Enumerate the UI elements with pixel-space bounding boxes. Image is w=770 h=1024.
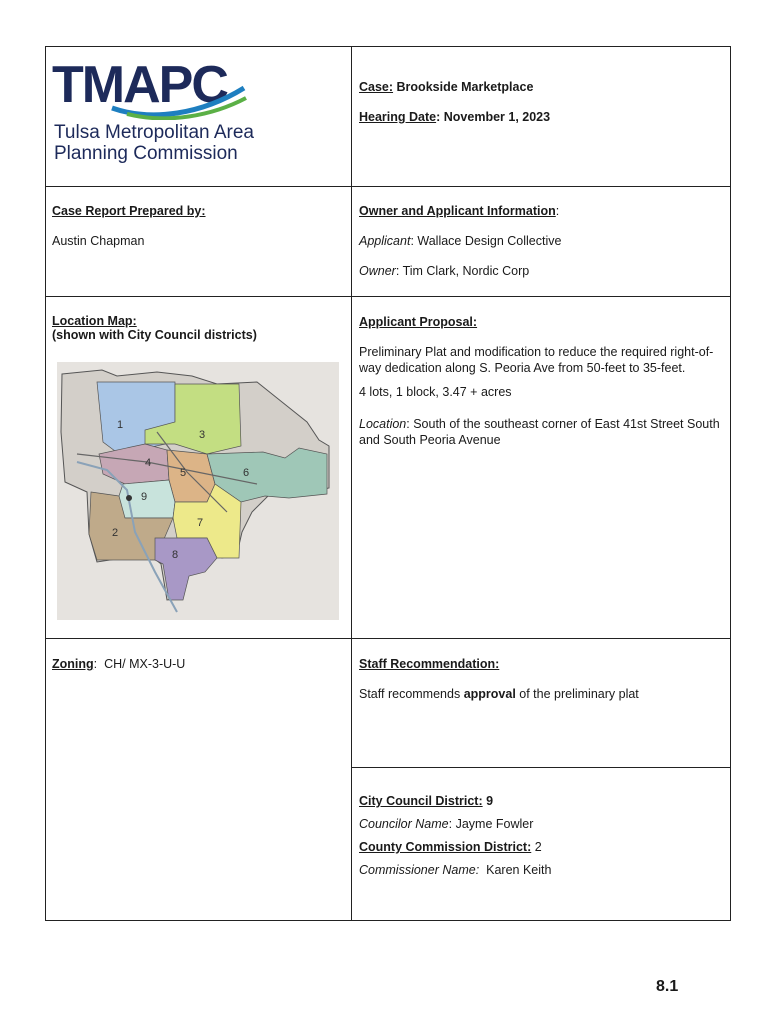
location-map (57, 362, 339, 620)
district-label-2: 2 (112, 527, 119, 539)
councilor-line: Councilor Name: Jayme Fowler (359, 817, 534, 831)
location-map-cell (52, 314, 348, 342)
proposal-text: Preliminary Plat and modification to reduce the required right-of-way dedication along S. Peoria Ave from 50-feet to 35-feet. (359, 345, 714, 375)
case-value: Brookside Marketplace (396, 80, 534, 94)
staff-recommendation-cell (359, 657, 727, 701)
hearing-date-line: Hearing Date: November 1, 2023 (359, 110, 551, 124)
hearing-date-value: November 1, 2023 (443, 110, 551, 124)
hearing-date-label: Hearing Date (359, 110, 437, 124)
county-district-label: County Commission District: (359, 840, 532, 854)
district-label-7: 7 (197, 517, 204, 529)
proposal-location-label: Location (359, 417, 407, 431)
prepared-name: Austin Chapman (52, 234, 145, 248)
council-district-line (359, 793, 727, 809)
district-info-cell (359, 793, 727, 878)
case-label: Case: (359, 80, 394, 94)
row-divider-1 (45, 186, 731, 187)
district-label-1: 1 (117, 419, 124, 431)
district-label-6: 6 (243, 467, 250, 479)
commissioner-value: Karen Keith (486, 863, 552, 877)
councilor-value: Jayme Fowler (455, 817, 534, 831)
owner-line: Owner: Tim Clark, Nordic Corp (359, 264, 530, 278)
row-divider-3 (45, 638, 731, 639)
applicant-proposal-cell (359, 314, 725, 448)
prepared-cell (52, 204, 348, 248)
owner-applicant-cell (359, 204, 727, 278)
table-border-left (45, 46, 46, 921)
case-cell (359, 80, 727, 124)
row-divider-4 (351, 767, 731, 768)
table-border-bottom (45, 920, 731, 921)
row-divider-2 (45, 296, 731, 297)
district-label-4: 4 (145, 457, 152, 469)
council-district-value: 9 (486, 794, 494, 808)
county-district-line (359, 839, 727, 855)
location-map-label: Location Map: (52, 314, 137, 328)
council-district-label: City Council District: (359, 794, 483, 808)
proposal-location-value: South of the southeast corner of East 41st Street South and South Peoria Avenue (359, 417, 720, 447)
case-line (359, 80, 727, 94)
staff-text-bold: approval (463, 687, 516, 701)
site-marker (126, 495, 132, 501)
page-number: 8.1 (656, 978, 679, 995)
owner-value: Tim Clark, Nordic Corp (402, 264, 530, 278)
district-label-3: 3 (199, 429, 206, 441)
staff-text-before: Staff recommends (359, 687, 464, 701)
staff-text (359, 687, 727, 701)
owner-info-heading: Owner and Applicant Information: (359, 204, 560, 218)
proposal-label: Applicant Proposal: (359, 315, 478, 329)
zoning-cell (52, 657, 348, 671)
zoning-line: Zoning: CH/ MX-3-U-U (52, 657, 186, 671)
staff-text-after: of the preliminary plat (515, 687, 639, 701)
logo-line-2: Planning Commission (54, 143, 238, 164)
prepared-label: Case Report Prepared by: (52, 204, 206, 218)
county-district-value: 2 (534, 840, 542, 854)
tmapc-logo-mark (52, 58, 252, 120)
commissioner-line (359, 862, 727, 878)
proposal-lots: 4 lots, 1 block, 3.47 + acres (359, 385, 512, 399)
table-border-right (730, 46, 731, 921)
councilor-label: Councilor Name (359, 817, 449, 831)
district-label-5: 5 (180, 467, 187, 479)
logo-line-1: Tulsa Metropolitan Area (54, 122, 254, 143)
logo-acronym: TMAPC (52, 58, 227, 114)
zoning-label: Zoning (52, 657, 94, 671)
applicant-line: Applicant: Wallace Design Collective (359, 234, 562, 248)
district-label-9: 9 (141, 491, 148, 503)
commissioner-label: Commissioner Name: (359, 863, 480, 877)
applicant-value: Wallace Design Collective (417, 234, 562, 248)
logo (52, 58, 347, 178)
owner-info-label: Owner and Applicant Information (359, 204, 556, 218)
location-map-sublabel: (shown with City Council districts) (52, 328, 257, 342)
table-border-top (45, 46, 731, 47)
table-divider-center (351, 46, 352, 921)
district-label-8: 8 (172, 549, 179, 561)
applicant-label: Applicant (359, 234, 411, 248)
staff-label: Staff Recommendation: (359, 657, 500, 671)
zoning-value: CH/ MX-3-U-U (104, 657, 186, 671)
owner-label: Owner (359, 264, 396, 278)
proposal-location: Location: South of the southeast corner of East 41st Street South and South Peoria Avenue (359, 417, 720, 447)
